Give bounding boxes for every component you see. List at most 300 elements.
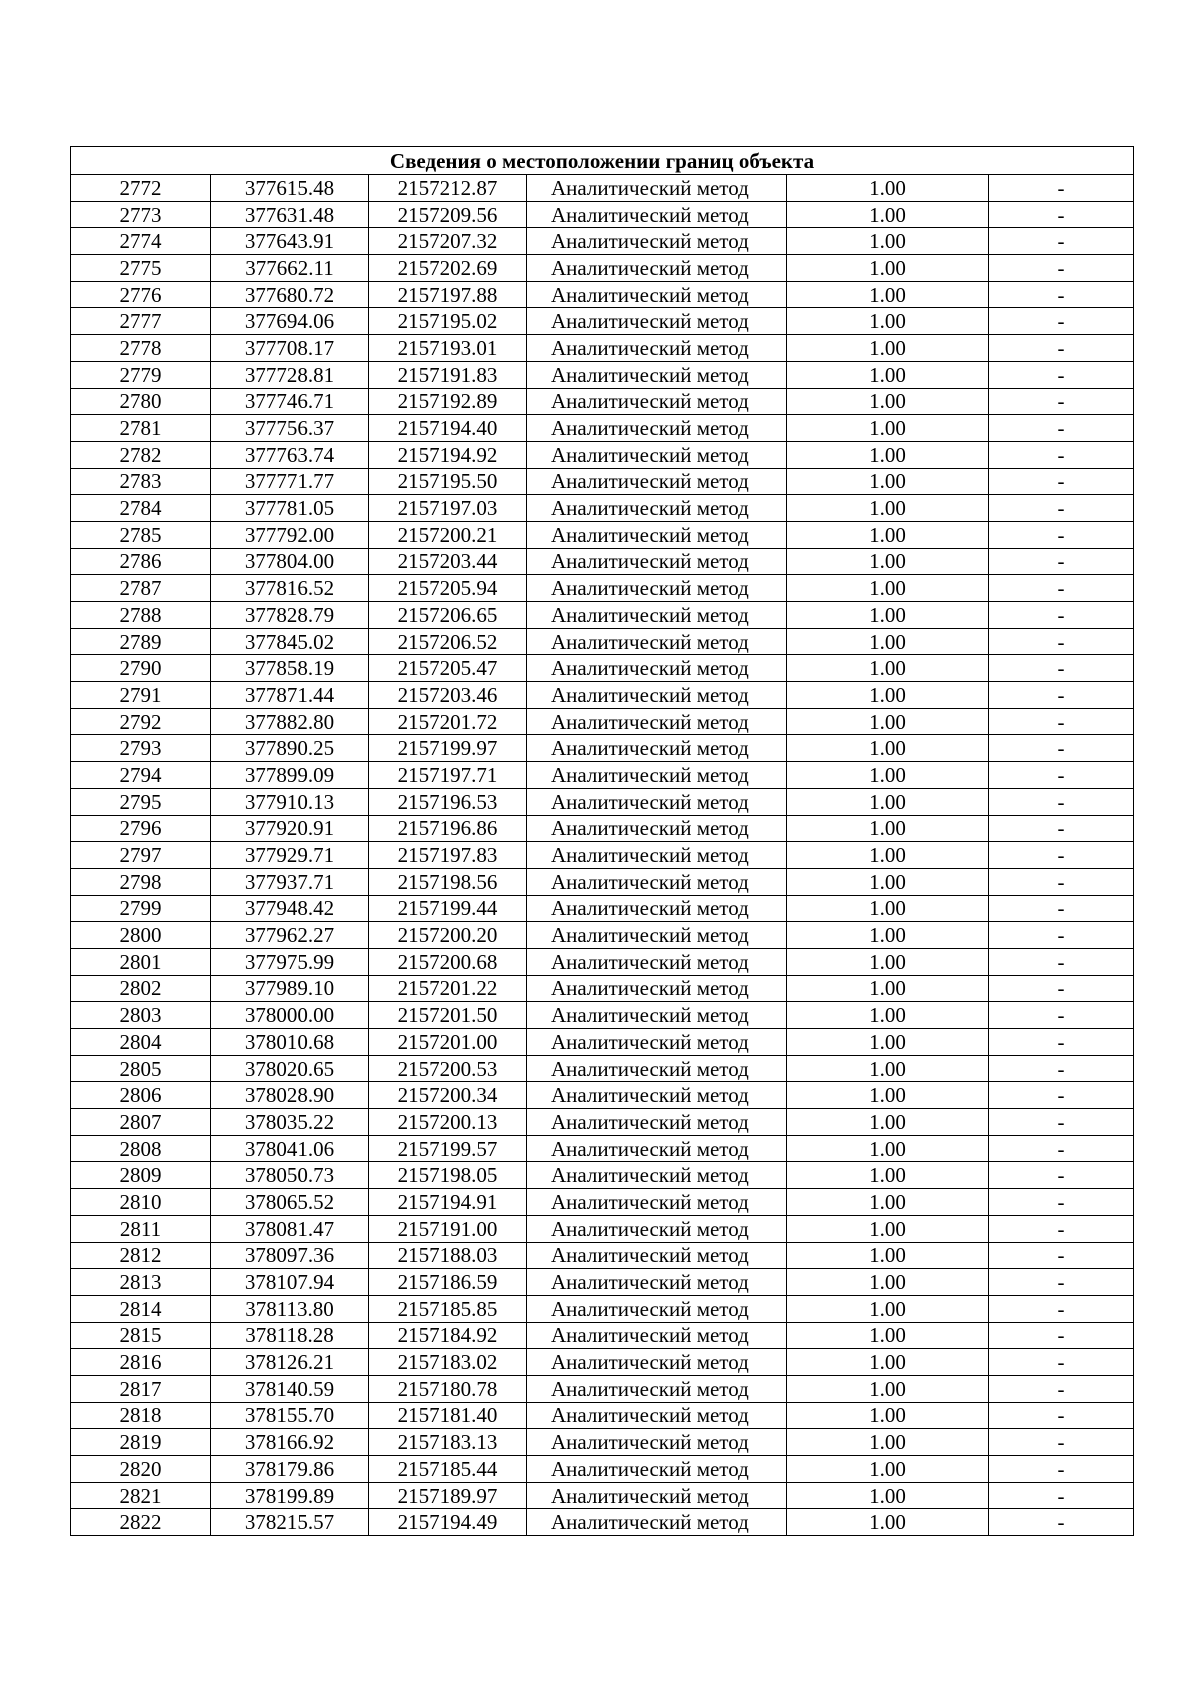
y-coordinate-cell: 2157201.72	[369, 708, 527, 735]
method-cell: Аналитический метод	[527, 415, 787, 442]
table-row	[71, 415, 1134, 442]
note-cell: -	[989, 441, 1134, 468]
table-body	[71, 147, 1134, 1536]
point-number-cell: 2810	[71, 1189, 211, 1216]
accuracy-cell: 1.00	[787, 735, 989, 762]
x-coordinate-cell: 378118.28	[211, 1322, 369, 1349]
method-cell: Аналитический метод	[527, 628, 787, 655]
point-number-cell: 2776	[71, 281, 211, 308]
x-coordinate-cell: 377781.05	[211, 495, 369, 522]
accuracy-cell: 1.00	[787, 1375, 989, 1402]
point-number-cell: 2773	[71, 201, 211, 228]
point-number-cell: 2781	[71, 415, 211, 442]
accuracy-cell: 1.00	[787, 228, 989, 255]
accuracy-cell: 1.00	[787, 335, 989, 362]
y-coordinate-cell: 2157201.22	[369, 975, 527, 1002]
note-cell: -	[989, 1509, 1134, 1536]
table-row	[71, 1109, 1134, 1136]
y-coordinate-cell: 2157191.83	[369, 361, 527, 388]
method-cell: Аналитический метод	[527, 1029, 787, 1056]
accuracy-cell: 1.00	[787, 495, 989, 522]
y-coordinate-cell: 2157198.56	[369, 868, 527, 895]
y-coordinate-cell: 2157197.71	[369, 762, 527, 789]
accuracy-cell: 1.00	[787, 548, 989, 575]
method-cell: Аналитический метод	[527, 468, 787, 495]
table-row	[71, 548, 1134, 575]
table-title-row	[71, 147, 1134, 175]
note-cell: -	[989, 495, 1134, 522]
x-coordinate-cell: 378041.06	[211, 1135, 369, 1162]
note-cell: -	[989, 1215, 1134, 1242]
y-coordinate-cell: 2157207.32	[369, 228, 527, 255]
x-coordinate-cell: 378020.65	[211, 1055, 369, 1082]
method-cell: Аналитический метод	[527, 975, 787, 1002]
note-cell: -	[989, 468, 1134, 495]
y-coordinate-cell: 2157202.69	[369, 255, 527, 282]
point-number-cell: 2820	[71, 1456, 211, 1483]
table-row	[71, 1349, 1134, 1376]
table-row	[71, 1322, 1134, 1349]
accuracy-cell: 1.00	[787, 1349, 989, 1376]
point-number-cell: 2798	[71, 868, 211, 895]
x-coordinate-cell: 377728.81	[211, 361, 369, 388]
method-cell: Аналитический метод	[527, 1482, 787, 1509]
method-cell: Аналитический метод	[527, 1349, 787, 1376]
note-cell: -	[989, 815, 1134, 842]
note-cell: -	[989, 1429, 1134, 1456]
y-coordinate-cell: 2157198.05	[369, 1162, 527, 1189]
point-number-cell: 2813	[71, 1269, 211, 1296]
y-coordinate-cell: 2157205.47	[369, 655, 527, 682]
x-coordinate-cell: 378179.86	[211, 1456, 369, 1483]
x-coordinate-cell: 377694.06	[211, 308, 369, 335]
x-coordinate-cell: 377899.09	[211, 762, 369, 789]
method-cell: Аналитический метод	[527, 201, 787, 228]
y-coordinate-cell: 2157196.86	[369, 815, 527, 842]
method-cell: Аналитический метод	[527, 1082, 787, 1109]
point-number-cell: 2812	[71, 1242, 211, 1269]
y-coordinate-cell: 2157188.03	[369, 1242, 527, 1269]
accuracy-cell: 1.00	[787, 682, 989, 709]
y-coordinate-cell: 2157193.01	[369, 335, 527, 362]
point-number-cell: 2782	[71, 441, 211, 468]
x-coordinate-cell: 377871.44	[211, 682, 369, 709]
y-coordinate-cell: 2157195.02	[369, 308, 527, 335]
table-row	[71, 948, 1134, 975]
point-number-cell: 2778	[71, 335, 211, 362]
note-cell: -	[989, 762, 1134, 789]
method-cell: Аналитический метод	[527, 1055, 787, 1082]
table-row	[71, 335, 1134, 362]
accuracy-cell: 1.00	[787, 1269, 989, 1296]
point-number-cell: 2801	[71, 948, 211, 975]
method-cell: Аналитический метод	[527, 521, 787, 548]
table-row	[71, 1002, 1134, 1029]
accuracy-cell: 1.00	[787, 1429, 989, 1456]
x-coordinate-cell: 378215.57	[211, 1509, 369, 1536]
point-number-cell: 2790	[71, 655, 211, 682]
method-cell: Аналитический метод	[527, 1456, 787, 1483]
x-coordinate-cell: 378010.68	[211, 1029, 369, 1056]
y-coordinate-cell: 2157183.13	[369, 1429, 527, 1456]
accuracy-cell: 1.00	[787, 1135, 989, 1162]
table-row	[71, 1082, 1134, 1109]
note-cell: -	[989, 228, 1134, 255]
x-coordinate-cell: 377615.48	[211, 175, 369, 202]
accuracy-cell: 1.00	[787, 842, 989, 869]
point-number-cell: 2800	[71, 922, 211, 949]
y-coordinate-cell: 2157195.50	[369, 468, 527, 495]
x-coordinate-cell: 378199.89	[211, 1482, 369, 1509]
method-cell: Аналитический метод	[527, 255, 787, 282]
point-number-cell: 2814	[71, 1295, 211, 1322]
x-coordinate-cell: 377643.91	[211, 228, 369, 255]
point-number-cell: 2772	[71, 175, 211, 202]
table-row	[71, 842, 1134, 869]
method-cell: Аналитический метод	[527, 1295, 787, 1322]
method-cell: Аналитический метод	[527, 1189, 787, 1216]
point-number-cell: 2785	[71, 521, 211, 548]
table-row	[71, 1375, 1134, 1402]
note-cell: -	[989, 1055, 1134, 1082]
x-coordinate-cell: 377816.52	[211, 575, 369, 602]
x-coordinate-cell: 377708.17	[211, 335, 369, 362]
note-cell: -	[989, 521, 1134, 548]
x-coordinate-cell: 378065.52	[211, 1189, 369, 1216]
method-cell: Аналитический метод	[527, 895, 787, 922]
method-cell: Аналитический метод	[527, 308, 787, 335]
method-cell: Аналитический метод	[527, 868, 787, 895]
note-cell: -	[989, 388, 1134, 415]
note-cell: -	[989, 895, 1134, 922]
accuracy-cell: 1.00	[787, 1322, 989, 1349]
y-coordinate-cell: 2157183.02	[369, 1349, 527, 1376]
accuracy-cell: 1.00	[787, 1509, 989, 1536]
x-coordinate-cell: 378107.94	[211, 1269, 369, 1296]
accuracy-cell: 1.00	[787, 1456, 989, 1483]
accuracy-cell: 1.00	[787, 1242, 989, 1269]
y-coordinate-cell: 2157197.03	[369, 495, 527, 522]
point-number-cell: 2794	[71, 762, 211, 789]
table-row	[71, 1295, 1134, 1322]
method-cell: Аналитический метод	[527, 655, 787, 682]
y-coordinate-cell: 2157192.89	[369, 388, 527, 415]
accuracy-cell: 1.00	[787, 1402, 989, 1429]
point-number-cell: 2803	[71, 1002, 211, 1029]
point-number-cell: 2815	[71, 1322, 211, 1349]
method-cell: Аналитический метод	[527, 281, 787, 308]
table-row	[71, 575, 1134, 602]
point-number-cell: 2788	[71, 602, 211, 629]
x-coordinate-cell: 377845.02	[211, 628, 369, 655]
point-number-cell: 2816	[71, 1349, 211, 1376]
y-coordinate-cell: 2157197.83	[369, 842, 527, 869]
x-coordinate-cell: 377792.00	[211, 521, 369, 548]
note-cell: -	[989, 682, 1134, 709]
point-number-cell: 2795	[71, 788, 211, 815]
accuracy-cell: 1.00	[787, 441, 989, 468]
y-coordinate-cell: 2157191.00	[369, 1215, 527, 1242]
table-row	[71, 175, 1134, 202]
accuracy-cell: 1.00	[787, 201, 989, 228]
table-row	[71, 228, 1134, 255]
table-row	[71, 682, 1134, 709]
note-cell: -	[989, 1135, 1134, 1162]
y-coordinate-cell: 2157189.97	[369, 1482, 527, 1509]
table-row	[71, 1162, 1134, 1189]
table-row	[71, 1189, 1134, 1216]
accuracy-cell: 1.00	[787, 708, 989, 735]
y-coordinate-cell: 2157200.20	[369, 922, 527, 949]
x-coordinate-cell: 377948.42	[211, 895, 369, 922]
note-cell: -	[989, 948, 1134, 975]
accuracy-cell: 1.00	[787, 1215, 989, 1242]
note-cell: -	[989, 1189, 1134, 1216]
method-cell: Аналитический метод	[527, 548, 787, 575]
accuracy-cell: 1.00	[787, 1109, 989, 1136]
y-coordinate-cell: 2157206.65	[369, 602, 527, 629]
note-cell: -	[989, 1162, 1134, 1189]
table-row	[71, 762, 1134, 789]
note-cell: -	[989, 415, 1134, 442]
note-cell: -	[989, 1402, 1134, 1429]
y-coordinate-cell: 2157185.85	[369, 1295, 527, 1322]
x-coordinate-cell: 377975.99	[211, 948, 369, 975]
x-coordinate-cell: 377962.27	[211, 922, 369, 949]
note-cell: -	[989, 628, 1134, 655]
table-row	[71, 1456, 1134, 1483]
table-row	[71, 735, 1134, 762]
note-cell: -	[989, 1029, 1134, 1056]
point-number-cell: 2780	[71, 388, 211, 415]
method-cell: Аналитический метод	[527, 1322, 787, 1349]
note-cell: -	[989, 922, 1134, 949]
note-cell: -	[989, 602, 1134, 629]
accuracy-cell: 1.00	[787, 575, 989, 602]
point-number-cell: 2784	[71, 495, 211, 522]
y-coordinate-cell: 2157200.21	[369, 521, 527, 548]
x-coordinate-cell: 378126.21	[211, 1349, 369, 1376]
note-cell: -	[989, 1322, 1134, 1349]
accuracy-cell: 1.00	[787, 628, 989, 655]
method-cell: Аналитический метод	[527, 922, 787, 949]
y-coordinate-cell: 2157205.94	[369, 575, 527, 602]
table-row	[71, 388, 1134, 415]
method-cell: Аналитический метод	[527, 335, 787, 362]
table-row	[71, 788, 1134, 815]
table-row	[71, 521, 1134, 548]
x-coordinate-cell: 377890.25	[211, 735, 369, 762]
y-coordinate-cell: 2157199.44	[369, 895, 527, 922]
point-number-cell: 2796	[71, 815, 211, 842]
table-row	[71, 868, 1134, 895]
x-coordinate-cell: 378140.59	[211, 1375, 369, 1402]
table-row	[71, 495, 1134, 522]
method-cell: Аналитический метод	[527, 1215, 787, 1242]
y-coordinate-cell: 2157203.44	[369, 548, 527, 575]
note-cell: -	[989, 735, 1134, 762]
note-cell: -	[989, 1375, 1134, 1402]
table-title: Сведения о местоположении границ объекта	[71, 147, 1134, 175]
note-cell: -	[989, 975, 1134, 1002]
note-cell: -	[989, 708, 1134, 735]
y-coordinate-cell: 2157201.00	[369, 1029, 527, 1056]
x-coordinate-cell: 377680.72	[211, 281, 369, 308]
table-row	[71, 1135, 1134, 1162]
point-number-cell: 2789	[71, 628, 211, 655]
note-cell: -	[989, 1002, 1134, 1029]
table-row	[71, 975, 1134, 1002]
accuracy-cell: 1.00	[787, 521, 989, 548]
table-row	[71, 281, 1134, 308]
accuracy-cell: 1.00	[787, 388, 989, 415]
table-row	[71, 602, 1134, 629]
x-coordinate-cell: 378097.36	[211, 1242, 369, 1269]
x-coordinate-cell: 377929.71	[211, 842, 369, 869]
accuracy-cell: 1.00	[787, 975, 989, 1002]
point-number-cell: 2777	[71, 308, 211, 335]
accuracy-cell: 1.00	[787, 468, 989, 495]
point-number-cell: 2783	[71, 468, 211, 495]
point-number-cell: 2804	[71, 1029, 211, 1056]
method-cell: Аналитический метод	[527, 842, 787, 869]
method-cell: Аналитический метод	[527, 1269, 787, 1296]
method-cell: Аналитический метод	[527, 1402, 787, 1429]
note-cell: -	[989, 255, 1134, 282]
note-cell: -	[989, 655, 1134, 682]
point-number-cell: 2807	[71, 1109, 211, 1136]
x-coordinate-cell: 377662.11	[211, 255, 369, 282]
y-coordinate-cell: 2157201.50	[369, 1002, 527, 1029]
accuracy-cell: 1.00	[787, 1189, 989, 1216]
y-coordinate-cell: 2157184.92	[369, 1322, 527, 1349]
method-cell: Аналитический метод	[527, 1109, 787, 1136]
table-row	[71, 1402, 1134, 1429]
point-number-cell: 2805	[71, 1055, 211, 1082]
table-row	[71, 922, 1134, 949]
table-row	[71, 1269, 1134, 1296]
note-cell: -	[989, 575, 1134, 602]
method-cell: Аналитический метод	[527, 388, 787, 415]
x-coordinate-cell: 377763.74	[211, 441, 369, 468]
table-row	[71, 708, 1134, 735]
table-row	[71, 255, 1134, 282]
note-cell: -	[989, 842, 1134, 869]
y-coordinate-cell: 2157180.78	[369, 1375, 527, 1402]
point-number-cell: 2806	[71, 1082, 211, 1109]
accuracy-cell: 1.00	[787, 308, 989, 335]
table-row	[71, 1509, 1134, 1536]
accuracy-cell: 1.00	[787, 175, 989, 202]
note-cell: -	[989, 1242, 1134, 1269]
y-coordinate-cell: 2157200.13	[369, 1109, 527, 1136]
accuracy-cell: 1.00	[787, 762, 989, 789]
accuracy-cell: 1.00	[787, 788, 989, 815]
y-coordinate-cell: 2157186.59	[369, 1269, 527, 1296]
note-cell: -	[989, 868, 1134, 895]
x-coordinate-cell: 377746.71	[211, 388, 369, 415]
table-row	[71, 1215, 1134, 1242]
x-coordinate-cell: 378050.73	[211, 1162, 369, 1189]
y-coordinate-cell: 2157200.53	[369, 1055, 527, 1082]
accuracy-cell: 1.00	[787, 281, 989, 308]
y-coordinate-cell: 2157199.57	[369, 1135, 527, 1162]
x-coordinate-cell: 377756.37	[211, 415, 369, 442]
table-row	[71, 361, 1134, 388]
method-cell: Аналитический метод	[527, 815, 787, 842]
x-coordinate-cell: 378035.22	[211, 1109, 369, 1136]
accuracy-cell: 1.00	[787, 1482, 989, 1509]
x-coordinate-cell: 377828.79	[211, 602, 369, 629]
point-number-cell: 2799	[71, 895, 211, 922]
note-cell: -	[989, 1482, 1134, 1509]
note-cell: -	[989, 788, 1134, 815]
note-cell: -	[989, 361, 1134, 388]
y-coordinate-cell: 2157194.40	[369, 415, 527, 442]
accuracy-cell: 1.00	[787, 922, 989, 949]
point-number-cell: 2797	[71, 842, 211, 869]
accuracy-cell: 1.00	[787, 1162, 989, 1189]
method-cell: Аналитический метод	[527, 1375, 787, 1402]
table-row	[71, 628, 1134, 655]
accuracy-cell: 1.00	[787, 361, 989, 388]
point-number-cell: 2775	[71, 255, 211, 282]
method-cell: Аналитический метод	[527, 361, 787, 388]
y-coordinate-cell: 2157196.53	[369, 788, 527, 815]
method-cell: Аналитический метод	[527, 1002, 787, 1029]
method-cell: Аналитический метод	[527, 1162, 787, 1189]
point-number-cell: 2792	[71, 708, 211, 735]
table-row	[71, 1429, 1134, 1456]
point-number-cell: 2802	[71, 975, 211, 1002]
y-coordinate-cell: 2157212.87	[369, 175, 527, 202]
x-coordinate-cell: 377882.80	[211, 708, 369, 735]
y-coordinate-cell: 2157194.49	[369, 1509, 527, 1536]
accuracy-cell: 1.00	[787, 415, 989, 442]
table-row	[71, 1029, 1134, 1056]
accuracy-cell: 1.00	[787, 255, 989, 282]
y-coordinate-cell: 2157197.88	[369, 281, 527, 308]
x-coordinate-cell: 377858.19	[211, 655, 369, 682]
note-cell: -	[989, 1082, 1134, 1109]
method-cell: Аналитический метод	[527, 948, 787, 975]
method-cell: Аналитический метод	[527, 575, 787, 602]
method-cell: Аналитический метод	[527, 602, 787, 629]
y-coordinate-cell: 2157206.52	[369, 628, 527, 655]
x-coordinate-cell: 378028.90	[211, 1082, 369, 1109]
accuracy-cell: 1.00	[787, 1295, 989, 1322]
y-coordinate-cell: 2157194.92	[369, 441, 527, 468]
method-cell: Аналитический метод	[527, 708, 787, 735]
point-number-cell: 2821	[71, 1482, 211, 1509]
accuracy-cell: 1.00	[787, 602, 989, 629]
note-cell: -	[989, 1109, 1134, 1136]
note-cell: -	[989, 1269, 1134, 1296]
y-coordinate-cell: 2157194.91	[369, 1189, 527, 1216]
point-number-cell: 2818	[71, 1402, 211, 1429]
coordinates-table	[70, 146, 1134, 1536]
x-coordinate-cell: 378081.47	[211, 1215, 369, 1242]
x-coordinate-cell: 378166.92	[211, 1429, 369, 1456]
method-cell: Аналитический метод	[527, 788, 787, 815]
note-cell: -	[989, 281, 1134, 308]
y-coordinate-cell: 2157181.40	[369, 1402, 527, 1429]
accuracy-cell: 1.00	[787, 1055, 989, 1082]
method-cell: Аналитический метод	[527, 1135, 787, 1162]
x-coordinate-cell: 377771.77	[211, 468, 369, 495]
accuracy-cell: 1.00	[787, 868, 989, 895]
x-coordinate-cell: 377910.13	[211, 788, 369, 815]
